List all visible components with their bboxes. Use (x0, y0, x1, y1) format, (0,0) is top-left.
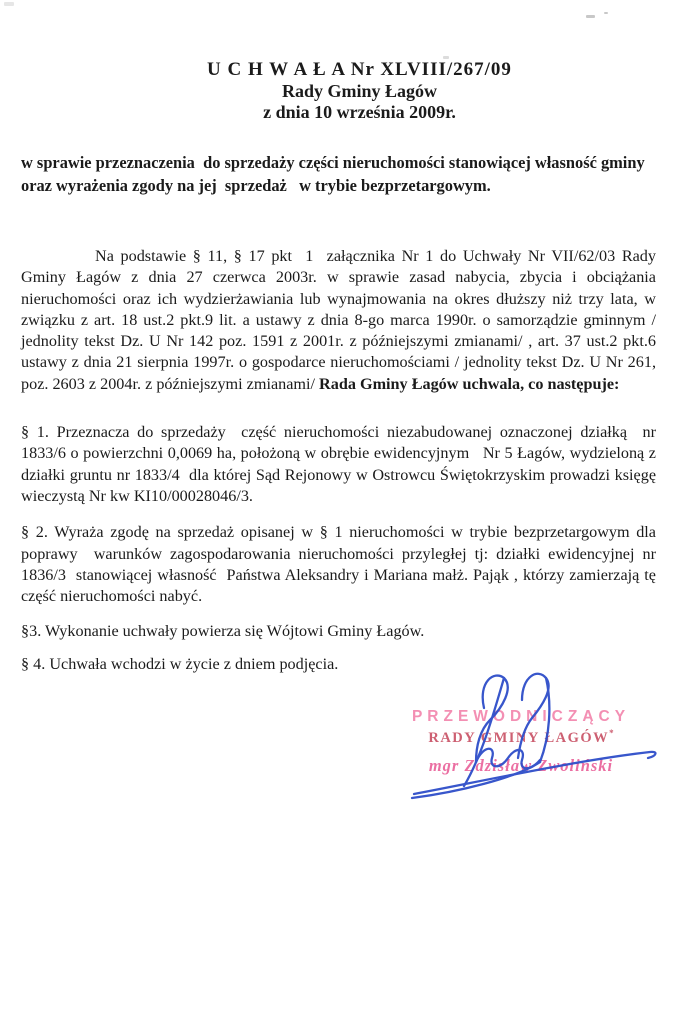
official-stamp (402, 708, 640, 776)
issuing-body: Rady Gminy Łagów (281, 81, 438, 101)
scan-speck (4, 2, 14, 6)
section-paragraph-2: § 2. Wyraża zgodę na sprzedaż opisanej w § 1 nieruchomości w trybie bezprzetargowym dla poprawy warunków zagospodarowania nieruchomości przyległej tj: działki ewidencyjnej nr 1836/3 stanowiącej własność Państwa Aleksandry i Mariana małż. Pająk , którzy zamierzają tę część nieruchomości nabyć. (21, 523, 665, 606)
stamp-title: PRZEWODNICZĄCY (411, 708, 631, 725)
resolution-number: U C H W A Ł A Nr XLVIII/267/09 (207, 59, 512, 80)
document-heading (0, 0, 677, 123)
preamble-enacting-clause: Rada Gminy Łagów uchwala, co następuje: (319, 374, 620, 393)
resolution-date: z dnia 10 września 2009r. (263, 102, 456, 122)
stamp-star-mark: * (609, 728, 614, 738)
section-paragraph-1: § 1. Przeznacza do sprzedaży część nieruchomości niezabudowanej oznaczonej działką nr 1833/6 o powierzchni 0,0069 ha, położoną w obrębie ewidencyjnym Nr 5 Łagów, wydzieloną z działki gruntu nr 1833/4 dla której Sąd Rejonowy w Ostrowcu Świętokrzyskim prowadzi księgę wieczystą Nr kw KI10/00028046/3. (21, 423, 661, 505)
stamp-signatory-name: mgr Zdzisław Zwoliński (428, 755, 614, 775)
section-paragraph-4: § 4. Uchwała wchodzi w życie z dniem podjęcia. (21, 654, 339, 673)
preamble-paragraph (21, 246, 661, 395)
scan-speck (443, 56, 449, 59)
section-paragraph-3: §3. Wykonanie uchwały powierza się Wójtowi Gminy Łagów. (21, 622, 425, 641)
stamp-org (402, 728, 640, 747)
preamble-legal-basis: Na podstawie § 11, § 17 pkt 1 załącznika Nr 1 do Uchwały Nr VII/62/03 Rady Gminy Łagów z dnia 27 czerwca 2003r. w sprawie zasad nabycia, zbycia i obciążania nieruchomości oraz ich wydzierżawiania lub wynajmowania na okres dłuższy niż trzy lata, w związku z art. 18 ust.2 pkt.9 lit. a ustawy z dnia 8-go marca 1990r. o samorządzie gminnym / jednolity tekst Dz. U Nr 142 poz. 1591 z 2001r. z późniejszymi zmianami/ , art. 37 ust.2 pkt.6 ustawy z dnia 21 sierpnia 1997r. o gospodarce nieruchomościami / jednolity tekst Dz. U Nr 261, poz. 2603 z 2004r. z późniejszymi zmianami/ (21, 247, 661, 393)
stamp-org-text: RADY GMINY ŁAGÓW (428, 729, 610, 746)
scan-speck (586, 15, 595, 18)
resolution-subject: w sprawie przeznaczenia do sprzedaży części nieruchomości stanowiącej własność gminy oraz wyrażenia zgody na jej sprzedaż w trybie bezprzetargowym. (21, 153, 649, 195)
scan-speck (604, 12, 608, 14)
